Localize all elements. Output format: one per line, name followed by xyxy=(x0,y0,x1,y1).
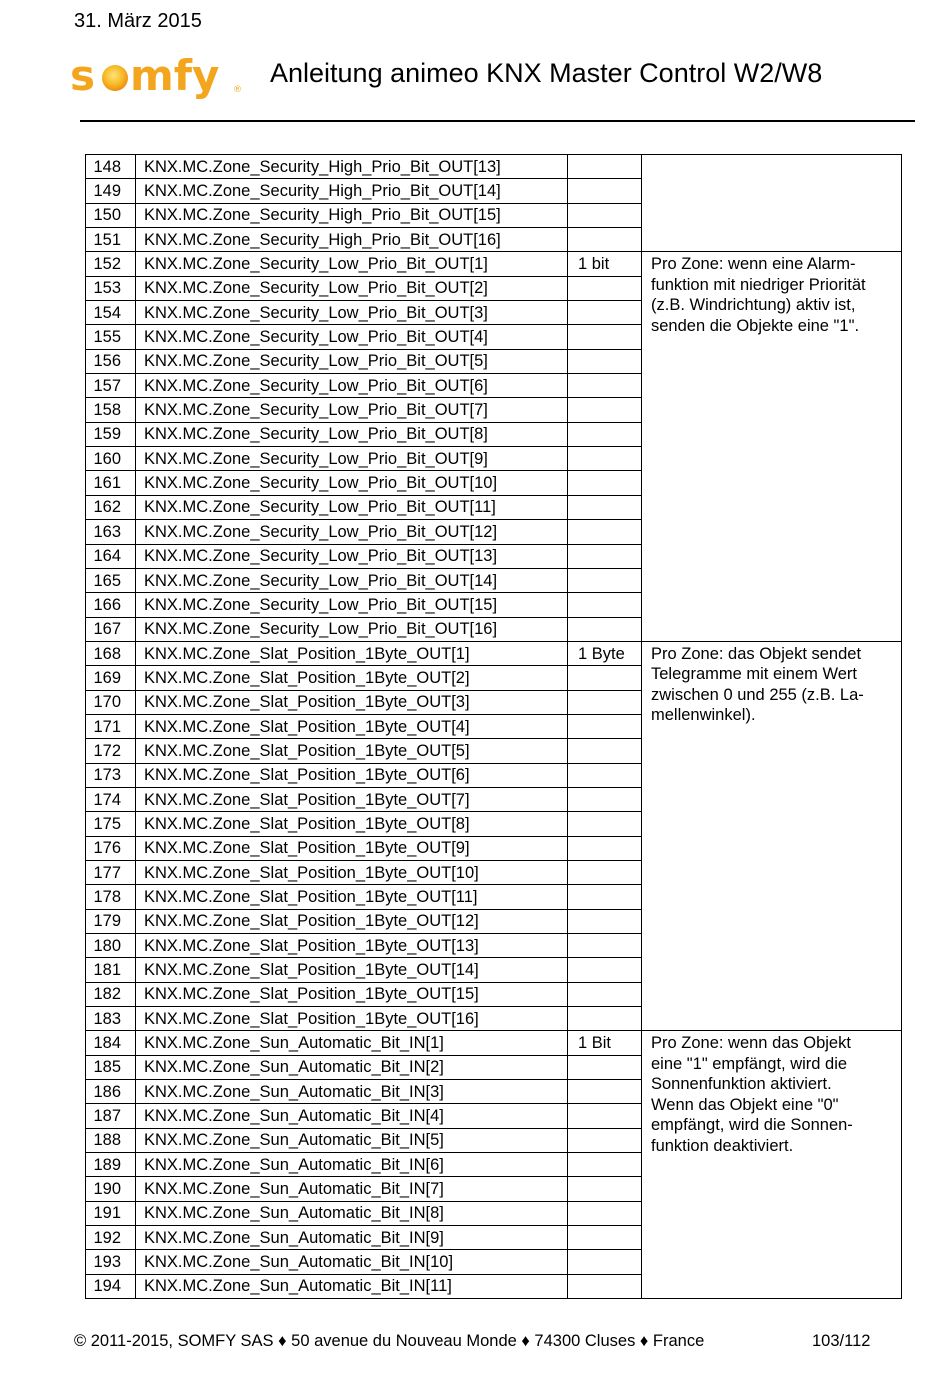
object-size xyxy=(568,544,642,568)
object-number: 179 xyxy=(86,909,136,933)
object-size xyxy=(568,690,642,714)
object-name: KNX.MC.Zone_Slat_Position_1Byte_OUT[15] xyxy=(136,982,568,1006)
document-title: Anleitung animeo KNX Master Control W2/W8 xyxy=(270,58,823,88)
object-size xyxy=(568,909,642,933)
object-size: 1 bit xyxy=(568,252,642,276)
object-size xyxy=(568,471,642,495)
object-size xyxy=(568,763,642,787)
object-number: 149 xyxy=(86,179,136,203)
object-size xyxy=(568,1274,642,1298)
object-name: KNX.MC.Zone_Sun_Automatic_Bit_IN[11] xyxy=(136,1274,568,1298)
object-name: KNX.MC.Zone_Slat_Position_1Byte_OUT[11] xyxy=(136,885,568,909)
object-description xyxy=(642,155,902,252)
object-number: 164 xyxy=(86,544,136,568)
object-name: KNX.MC.Zone_Slat_Position_1Byte_OUT[16] xyxy=(136,1007,568,1031)
object-size xyxy=(568,714,642,738)
object-number: 194 xyxy=(86,1274,136,1298)
object-name: KNX.MC.Zone_Security_High_Prio_Bit_OUT[13] xyxy=(136,155,568,179)
object-name: KNX.MC.Zone_Security_Low_Prio_Bit_OUT[2] xyxy=(136,276,568,300)
object-name: KNX.MC.Zone_Security_Low_Prio_Bit_OUT[1] xyxy=(136,252,568,276)
object-size xyxy=(568,958,642,982)
object-number: 177 xyxy=(86,860,136,884)
object-size xyxy=(568,179,642,203)
object-name: KNX.MC.Zone_Security_Low_Prio_Bit_OUT[15] xyxy=(136,593,568,617)
object-size xyxy=(568,1201,642,1225)
object-number: 186 xyxy=(86,1080,136,1104)
object-number: 150 xyxy=(86,203,136,227)
object-number: 181 xyxy=(86,958,136,982)
object-number: 182 xyxy=(86,982,136,1006)
object-size xyxy=(568,787,642,811)
object-name: KNX.MC.Zone_Sun_Automatic_Bit_IN[8] xyxy=(136,1201,568,1225)
svg-text:®: ® xyxy=(233,85,242,95)
object-name: KNX.MC.Zone_Security_High_Prio_Bit_OUT[16] xyxy=(136,228,568,252)
object-size xyxy=(568,276,642,300)
object-name: KNX.MC.Zone_Security_Low_Prio_Bit_OUT[13] xyxy=(136,544,568,568)
object-size xyxy=(568,812,642,836)
object-number: 158 xyxy=(86,398,136,422)
object-size xyxy=(568,982,642,1006)
table-row xyxy=(86,155,902,179)
description-line: Sonnenfunktion aktiviert. xyxy=(651,1075,832,1094)
object-name: KNX.MC.Zone_Security_Low_Prio_Bit_OUT[14] xyxy=(136,568,568,592)
object-name: KNX.MC.Zone_Security_Low_Prio_Bit_OUT[4] xyxy=(136,325,568,349)
object-number: 184 xyxy=(86,1031,136,1055)
object-name: KNX.MC.Zone_Slat_Position_1Byte_OUT[1] xyxy=(136,641,568,665)
object-name: KNX.MC.Zone_Security_Low_Prio_Bit_OUT[11] xyxy=(136,495,568,519)
object-size xyxy=(568,1128,642,1152)
object-name: KNX.MC.Zone_Sun_Automatic_Bit_IN[9] xyxy=(136,1226,568,1250)
object-name: KNX.MC.Zone_Sun_Automatic_Bit_IN[1] xyxy=(136,1031,568,1055)
somfy-logo xyxy=(70,52,245,104)
object-name: KNX.MC.Zone_Security_High_Prio_Bit_OUT[14] xyxy=(136,179,568,203)
object-number: 178 xyxy=(86,885,136,909)
description-line: (z.B. Windrichtung) aktiv ist, xyxy=(651,296,856,315)
object-name: KNX.MC.Zone_Security_Low_Prio_Bit_OUT[12] xyxy=(136,520,568,544)
table-row xyxy=(86,641,902,665)
object-description xyxy=(642,641,902,1031)
object-number: 193 xyxy=(86,1250,136,1274)
object-size xyxy=(568,1250,642,1274)
object-number: 192 xyxy=(86,1226,136,1250)
description-line: Pro Zone: wenn das Objekt xyxy=(651,1034,851,1053)
object-size xyxy=(568,228,642,252)
object-number: 188 xyxy=(86,1128,136,1152)
object-number: 159 xyxy=(86,422,136,446)
object-number: 163 xyxy=(86,520,136,544)
object-number: 171 xyxy=(86,714,136,738)
object-number: 167 xyxy=(86,617,136,641)
object-name: KNX.MC.Zone_Slat_Position_1Byte_OUT[3] xyxy=(136,690,568,714)
object-name: KNX.MC.Zone_Security_Low_Prio_Bit_OUT[3] xyxy=(136,301,568,325)
object-number: 191 xyxy=(86,1201,136,1225)
object-name: KNX.MC.Zone_Security_Low_Prio_Bit_OUT[7] xyxy=(136,398,568,422)
object-number: 166 xyxy=(86,593,136,617)
table-body xyxy=(86,155,902,1299)
object-number: 190 xyxy=(86,1177,136,1201)
description-line: Wenn das Objekt eine "0" xyxy=(651,1095,839,1114)
object-name: KNX.MC.Zone_Sun_Automatic_Bit_IN[3] xyxy=(136,1080,568,1104)
description-line: Telegramme mit einem Wert xyxy=(651,665,858,684)
svg-text:mfy: mfy xyxy=(130,52,220,100)
description-line: Pro Zone: wenn eine Alarm- xyxy=(651,255,856,274)
logo-sun-icon xyxy=(102,65,128,91)
object-description xyxy=(642,1031,902,1299)
object-size: 1 Bit xyxy=(568,1031,642,1055)
object-name: KNX.MC.Zone_Slat_Position_1Byte_OUT[6] xyxy=(136,763,568,787)
object-size xyxy=(568,593,642,617)
object-name: KNX.MC.Zone_Security_Low_Prio_Bit_OUT[5] xyxy=(136,349,568,373)
object-name: KNX.MC.Zone_Slat_Position_1Byte_OUT[4] xyxy=(136,714,568,738)
description-line: zwischen 0 und 255 (z.B. La- xyxy=(651,685,864,704)
document-date: 31. März 2015 xyxy=(74,10,202,32)
object-size xyxy=(568,203,642,227)
object-size xyxy=(568,301,642,325)
object-name: KNX.MC.Zone_Security_Low_Prio_Bit_OUT[6] xyxy=(136,374,568,398)
object-size xyxy=(568,422,642,446)
table-row xyxy=(86,252,902,276)
object-number: 148 xyxy=(86,155,136,179)
object-size xyxy=(568,495,642,519)
object-size xyxy=(568,374,642,398)
object-number: 185 xyxy=(86,1055,136,1079)
object-number: 154 xyxy=(86,301,136,325)
object-size xyxy=(568,836,642,860)
object-name: KNX.MC.Zone_Security_Low_Prio_Bit_OUT[8] xyxy=(136,422,568,446)
object-size xyxy=(568,934,642,958)
object-number: 151 xyxy=(86,228,136,252)
object-size xyxy=(568,325,642,349)
object-size xyxy=(568,860,642,884)
footer-copyright: © 2011-2015, SOMFY SAS ♦ 50 avenue du Nouveau Monde ♦ 74300 Cluses ♦ France xyxy=(74,1332,705,1350)
object-size xyxy=(568,1177,642,1201)
object-name: KNX.MC.Zone_Sun_Automatic_Bit_IN[7] xyxy=(136,1177,568,1201)
object-number: 189 xyxy=(86,1153,136,1177)
object-number: 168 xyxy=(86,641,136,665)
object-size xyxy=(568,885,642,909)
description-line: senden die Objekte eine "1". xyxy=(651,316,860,335)
object-name: KNX.MC.Zone_Security_Low_Prio_Bit_OUT[16] xyxy=(136,617,568,641)
object-name: KNX.MC.Zone_Slat_Position_1Byte_OUT[14] xyxy=(136,958,568,982)
object-number: 160 xyxy=(86,447,136,471)
object-size xyxy=(568,447,642,471)
object-name: KNX.MC.Zone_Slat_Position_1Byte_OUT[13] xyxy=(136,934,568,958)
object-size xyxy=(568,398,642,422)
description-line: empfängt, wird die Sonnen- xyxy=(651,1116,853,1135)
object-size xyxy=(568,666,642,690)
object-number: 156 xyxy=(86,349,136,373)
object-description xyxy=(642,252,902,642)
object-name: KNX.MC.Zone_Sun_Automatic_Bit_IN[6] xyxy=(136,1153,568,1177)
object-number: 174 xyxy=(86,787,136,811)
object-name: KNX.MC.Zone_Sun_Automatic_Bit_IN[5] xyxy=(136,1128,568,1152)
knx-object-table xyxy=(85,154,902,1299)
description-line: funktion deaktiviert. xyxy=(651,1136,794,1155)
object-number: 175 xyxy=(86,812,136,836)
object-name: KNX.MC.Zone_Slat_Position_1Byte_OUT[12] xyxy=(136,909,568,933)
table-row xyxy=(86,1031,902,1055)
object-name: KNX.MC.Zone_Slat_Position_1Byte_OUT[9] xyxy=(136,836,568,860)
object-number: 183 xyxy=(86,1007,136,1031)
object-size: 1 Byte xyxy=(568,641,642,665)
object-name: KNX.MC.Zone_Slat_Position_1Byte_OUT[10] xyxy=(136,860,568,884)
object-number: 170 xyxy=(86,690,136,714)
object-size xyxy=(568,1055,642,1079)
description-line: mellenwinkel). xyxy=(651,706,756,725)
object-number: 187 xyxy=(86,1104,136,1128)
object-number: 155 xyxy=(86,325,136,349)
object-number: 153 xyxy=(86,276,136,300)
svg-text:s: s xyxy=(70,52,95,100)
description-line: Pro Zone: das Objekt sendet xyxy=(651,644,862,663)
object-name: KNX.MC.Zone_Sun_Automatic_Bit_IN[4] xyxy=(136,1104,568,1128)
object-number: 152 xyxy=(86,252,136,276)
description-line: eine "1" empfängt, wird die xyxy=(651,1054,848,1073)
object-name: KNX.MC.Zone_Security_Low_Prio_Bit_OUT[9] xyxy=(136,447,568,471)
object-number: 165 xyxy=(86,568,136,592)
object-name: KNX.MC.Zone_Slat_Position_1Byte_OUT[7] xyxy=(136,787,568,811)
object-name: KNX.MC.Zone_Slat_Position_1Byte_OUT[2] xyxy=(136,666,568,690)
object-size xyxy=(568,520,642,544)
object-size xyxy=(568,349,642,373)
object-size xyxy=(568,1007,642,1031)
page-number: 103/112 xyxy=(812,1332,871,1350)
object-number: 172 xyxy=(86,739,136,763)
object-size xyxy=(568,1080,642,1104)
object-number: 157 xyxy=(86,374,136,398)
object-size xyxy=(568,1153,642,1177)
object-name: KNX.MC.Zone_Slat_Position_1Byte_OUT[5] xyxy=(136,739,568,763)
object-name: KNX.MC.Zone_Security_High_Prio_Bit_OUT[15] xyxy=(136,203,568,227)
object-number: 173 xyxy=(86,763,136,787)
object-number: 176 xyxy=(86,836,136,860)
object-number: 162 xyxy=(86,495,136,519)
object-size xyxy=(568,1226,642,1250)
object-number: 161 xyxy=(86,471,136,495)
object-name: KNX.MC.Zone_Slat_Position_1Byte_OUT[8] xyxy=(136,812,568,836)
description-line: funktion mit niedriger Priorität xyxy=(651,275,866,294)
object-number: 169 xyxy=(86,666,136,690)
object-size xyxy=(568,155,642,179)
object-size xyxy=(568,1104,642,1128)
header-divider xyxy=(80,120,915,122)
object-size xyxy=(568,739,642,763)
object-name: KNX.MC.Zone_Sun_Automatic_Bit_IN[10] xyxy=(136,1250,568,1274)
object-number: 180 xyxy=(86,934,136,958)
object-size xyxy=(568,617,642,641)
object-size xyxy=(568,568,642,592)
object-name: KNX.MC.Zone_Security_Low_Prio_Bit_OUT[10] xyxy=(136,471,568,495)
object-name: KNX.MC.Zone_Sun_Automatic_Bit_IN[2] xyxy=(136,1055,568,1079)
